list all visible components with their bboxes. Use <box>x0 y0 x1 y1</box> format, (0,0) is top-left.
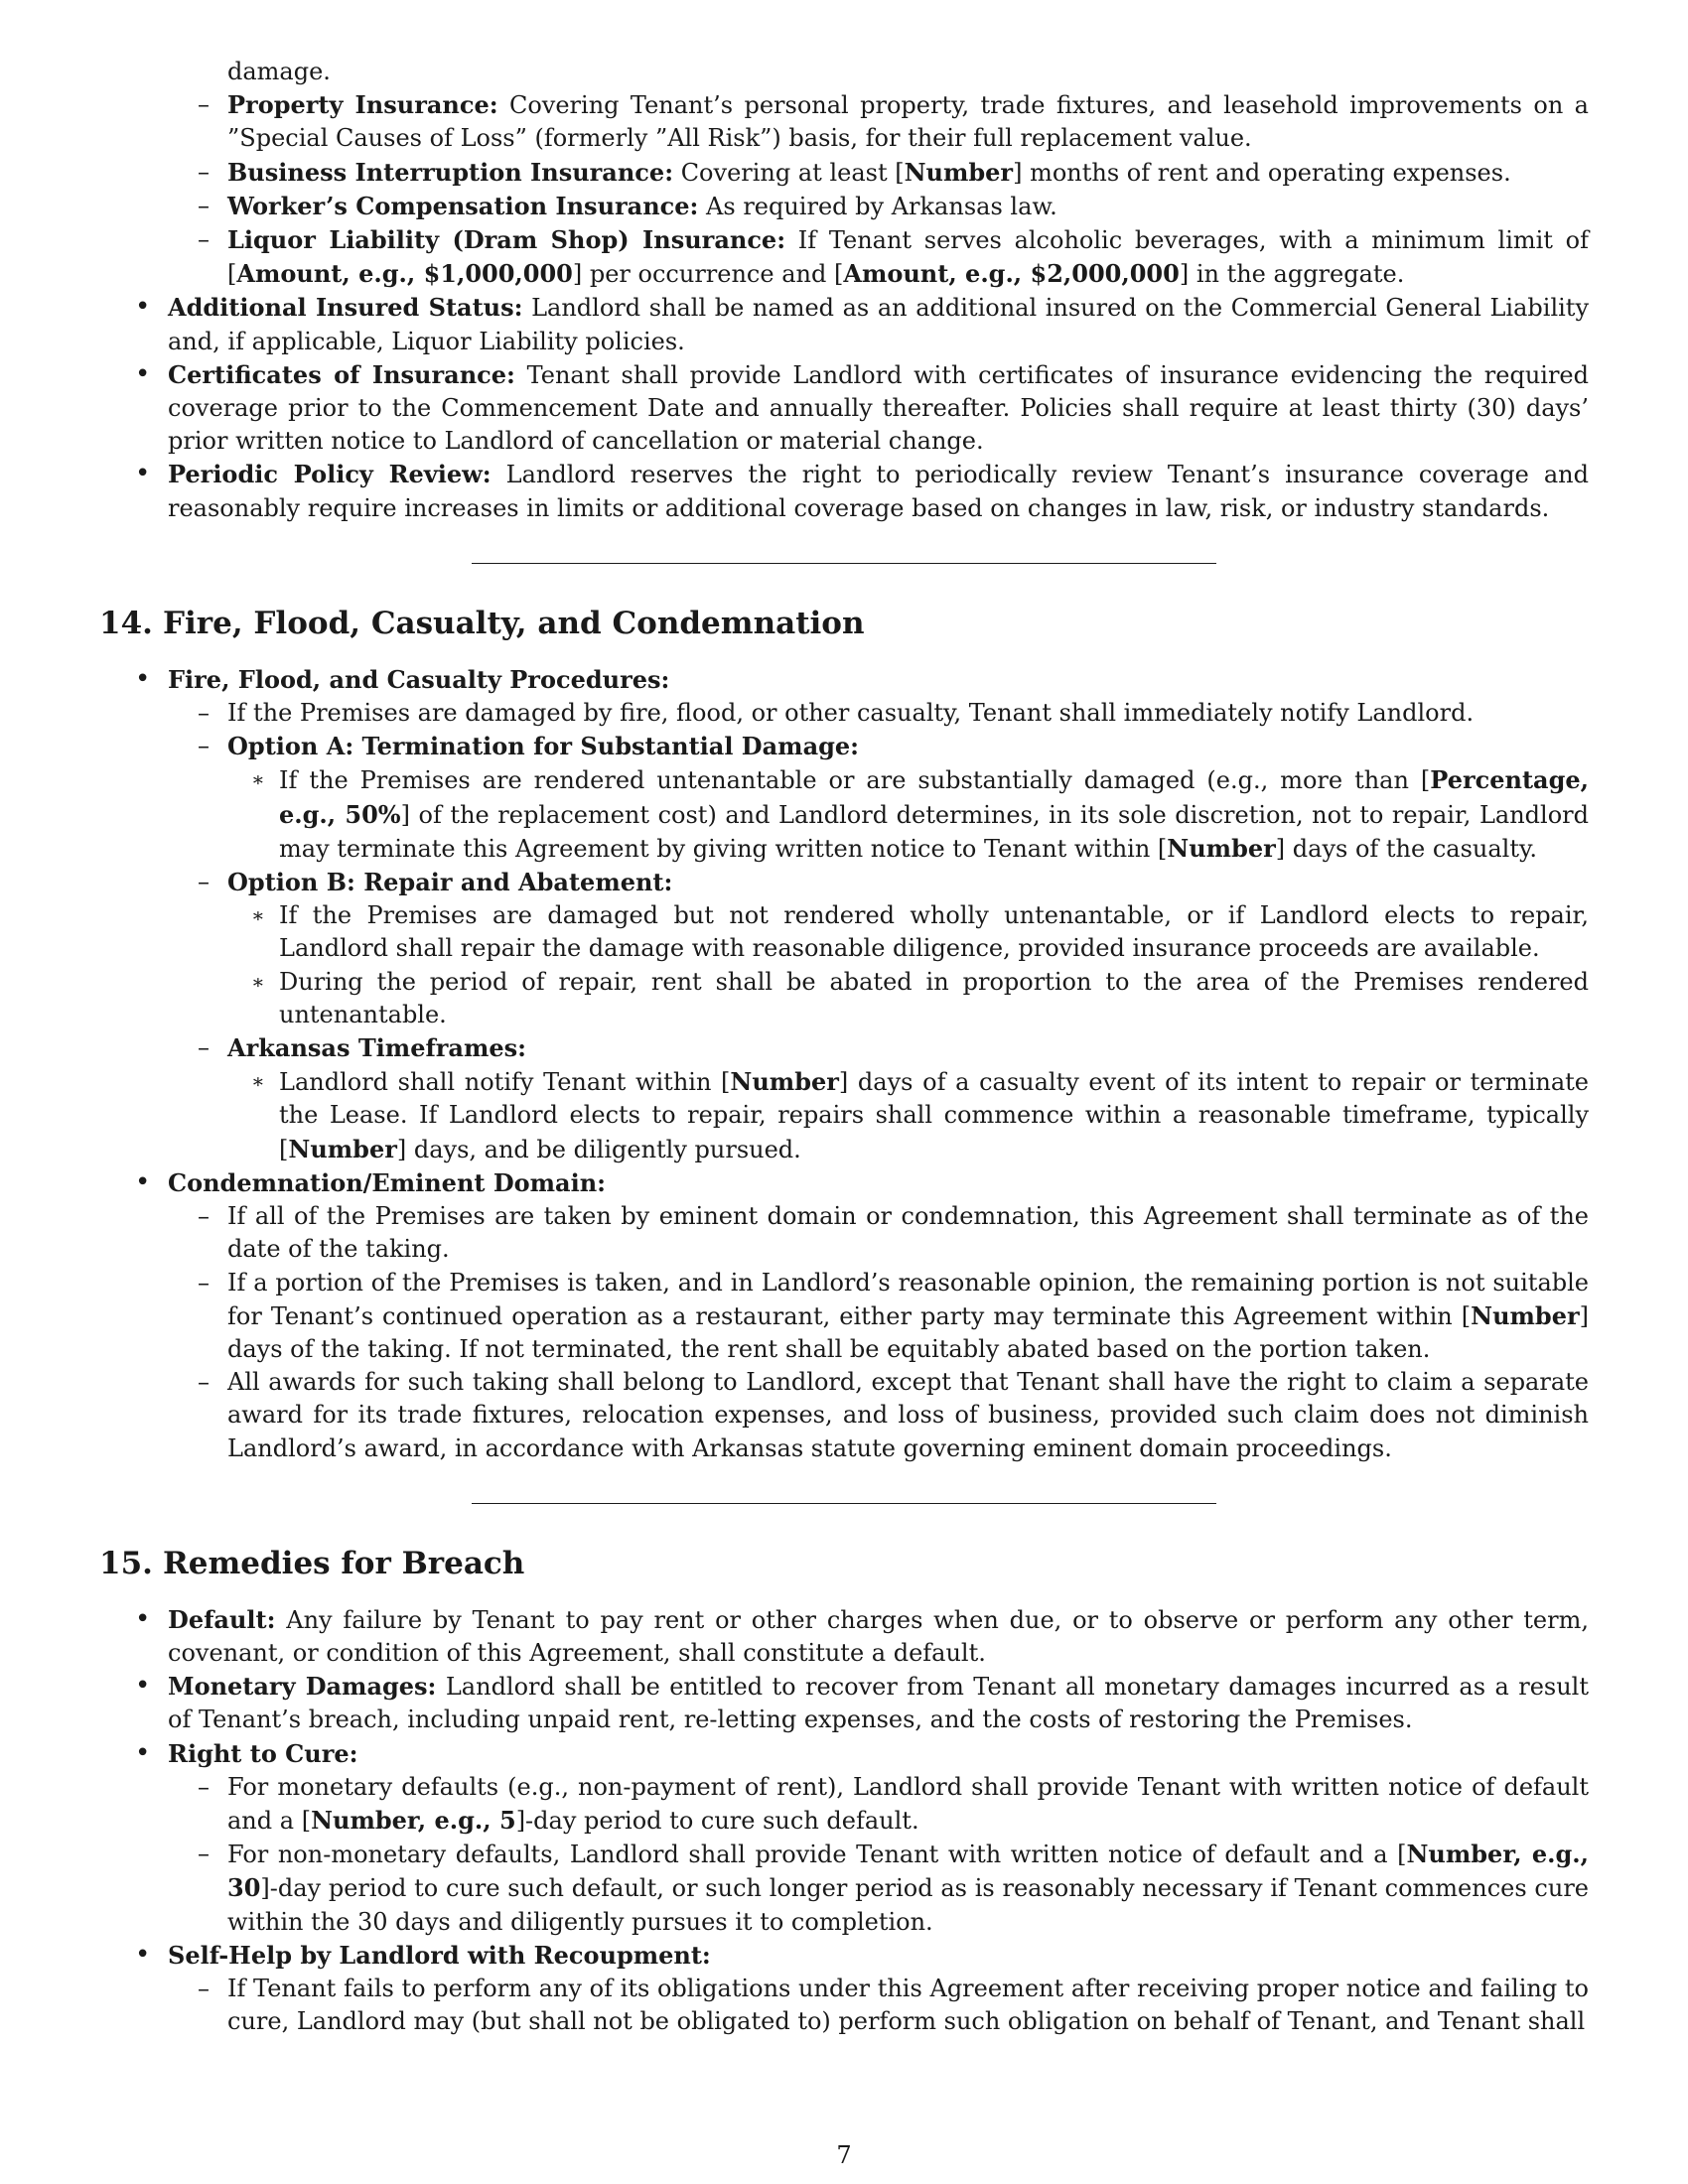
item-text: Covering at least [ <box>673 158 905 187</box>
sub-item-arkansas-timeframes <box>99 1031 1589 1065</box>
bullet-label: Monetary Damages: <box>168 1672 437 1702</box>
item-label: Option B: Repair and Abatement: <box>227 868 673 897</box>
star-marker: ∗ <box>251 969 265 994</box>
item-text: ] in the aggregate. <box>1179 260 1405 289</box>
sub-item-notify <box>99 697 1589 730</box>
item-text: ] months of rent and operating expenses. <box>1013 158 1511 187</box>
sub-sub-item-abatement <box>99 966 1589 1031</box>
item-text: If all of the Premises are taken by eminent domain or condemnation, this Agreement shall terminate as of the date of the taking. <box>227 1202 1589 1264</box>
item-text: If the Premises are damaged but not rendered wholly untenantable, or if Landlord elects to repair, Landlord shall repair the damage with reasonable diligence, provided insurance proceeds are available. <box>279 901 1589 963</box>
dash-marker: – <box>198 191 210 219</box>
bullet-text: Landlord shall be entitled to recover from Tenant all monetary damages incurred as a result of Tenant’s breach, including unpaid rent, re-letting expenses, and the costs of restoring the Premises. <box>168 1673 1589 1734</box>
sub-item-partial-taking <box>99 1267 1589 1367</box>
bullet-periodic-review <box>99 458 1589 524</box>
item-text: ] per occurrence and [ <box>572 260 844 289</box>
dash-marker: – <box>198 1840 210 1868</box>
dash-marker: – <box>198 732 210 760</box>
bullet-label: Default: <box>168 1604 276 1634</box>
bullet-additional-insured <box>99 291 1589 357</box>
sub-item-option-a <box>99 730 1589 763</box>
item-text: ]-day period to cure such default, or such longer period as is reasonably necessary if Tenant commences cure within the 30 days and diligently pursues it to completion. <box>227 1874 1589 1936</box>
item-text: ] days of a casualty event of its intent to repair or terminate the Lease. If Landlord elects to repair, repairs shall commence within a reasonable timeframe, typically [ <box>279 1068 1589 1163</box>
placeholder-field: Number <box>288 1134 397 1163</box>
sub-item-full-taking <box>99 1200 1589 1266</box>
page-number: 7 <box>836 2141 852 2169</box>
item-label: Liquor Liability (Dram Shop) Insurance: <box>227 225 786 255</box>
item-label: Arkansas Timeframes: <box>227 1033 527 1063</box>
sub-item-option-b <box>99 866 1589 899</box>
dash-marker: – <box>198 1033 210 1062</box>
continuation-text <box>99 56 1589 88</box>
bullet-text: Tenant shall provide Landlord with certificates of insurance evidencing the required coverage prior to the Commencement Date and annually thereafter. Policies shall require at least thirty (30) days’ prior written notice to Landlord of cancellation or material change. <box>168 360 1590 456</box>
placeholder-field: Number <box>730 1067 839 1097</box>
section-title: Remedies for Breach <box>163 1545 525 1581</box>
bullet-right-to-cure <box>99 1737 1589 1771</box>
item-label: Worker’s Compensation Insurance: <box>227 191 699 220</box>
bullet-marker: • <box>135 292 151 323</box>
item-label: Option A: Termination for Substantial Damage: <box>227 732 860 761</box>
dash-marker: – <box>198 699 210 728</box>
bullet-marker: • <box>135 459 151 489</box>
item-text: ]-day period to cure such default. <box>515 1806 919 1835</box>
bullet-label: Fire, Flood, and Casualty Procedures: <box>168 664 670 694</box>
item-text: If Tenant fails to perform any of its obligations under this Agreement after receiving proper notice and failing to cure, Landlord may (but shall not be obligated to) perform such obligation on behalf of Tenant, and Tenant shall <box>227 1974 1589 2036</box>
sub-item-awards <box>99 1366 1589 1465</box>
item-text: As required by Arkansas law. <box>698 192 1057 220</box>
dash-marker: – <box>198 90 210 119</box>
dash-marker: – <box>198 1202 210 1231</box>
item-text: ] days of the casualty. <box>1275 834 1537 863</box>
dash-marker: – <box>198 1268 210 1297</box>
item-text: For non-monetary defaults, Landlord shall provide Tenant with written notice of default and a [ <box>227 1841 1407 1869</box>
star-marker: ∗ <box>251 767 265 792</box>
section-number: 14. <box>99 605 153 641</box>
bullet-self-help <box>99 1939 1589 1973</box>
item-text: If the Premises are damaged by fire, flood, or other casualty, Tenant shall immediately notify Landlord. <box>227 699 1475 728</box>
placeholder-field: Amount, e.g., $2,000,000 <box>843 259 1180 289</box>
section-number: 15. <box>99 1545 153 1581</box>
item-text: If a portion of the Premises is taken, and in Landlord’s reasonable opinion, the remaining portion is not suitable for Tenant’s continued operation as a restaurant, either party may terminate this Agreement within [ <box>227 1268 1589 1330</box>
bullet-certificates <box>99 358 1589 459</box>
item-text: If the Premises are rendered untenantable or are substantially damaged (e.g., more than [ <box>279 766 1431 795</box>
bullet-label: Right to Cure: <box>168 1738 358 1768</box>
section-15-heading <box>99 1544 1589 1583</box>
star-marker: ∗ <box>251 903 265 928</box>
document-page <box>99 56 1589 2038</box>
continuation-word: damage. <box>227 58 331 85</box>
item-text: ] days, and be diligently pursued. <box>396 1135 801 1163</box>
star-marker: ∗ <box>251 1069 265 1094</box>
bullet-label: Periodic Policy Review: <box>168 460 492 489</box>
bullet-label: Additional Insured Status: <box>168 293 523 323</box>
sub-sub-item-repair <box>99 899 1589 965</box>
sub-item-self-help-performance <box>99 1973 1589 2038</box>
bullet-marker: • <box>135 1737 151 1768</box>
dash-marker: – <box>198 1974 210 2002</box>
coverage-item-property <box>99 88 1589 155</box>
placeholder-field: Number, e.g., 5 <box>311 1805 516 1835</box>
sub-sub-item-notify-timeframe <box>99 1065 1589 1166</box>
placeholder-field: Percentage, e.g., 50% <box>279 765 1589 829</box>
bullet-marker: • <box>135 1603 151 1634</box>
bullet-text: Landlord reserves the right to periodically review Tenant’s insurance coverage and reasonably require increases in limits or additional coverage based on changes in law, risk, or industry standards. <box>168 461 1589 522</box>
item-text: During the period of repair, rent shall be abated in proportion to the area of the Premises rendered untenantable. <box>279 967 1589 1028</box>
section-14-heading <box>99 604 1589 643</box>
placeholder-field: Amount, e.g., $1,000,000 <box>236 259 573 289</box>
dash-marker: – <box>198 225 210 254</box>
sub-item-monetary-defaults <box>99 1771 1589 1838</box>
bullet-label: Condemnation/Eminent Domain: <box>168 1167 607 1197</box>
bullet-marker: • <box>135 1671 151 1702</box>
item-text: If Tenant serves alcoholic beverages, with a minimum limit of [ <box>227 226 1589 289</box>
coverage-item-liquor-liability <box>99 223 1589 291</box>
bullet-monetary-damages <box>99 1670 1589 1736</box>
item-text: ] of the replacement cost) and Landlord determines, in its sole discretion, not to repair, Landlord may terminate this Agreement by giving written notice to Tenant within [ <box>279 800 1589 863</box>
bullet-condemnation <box>99 1166 1589 1200</box>
dash-marker: – <box>198 157 210 186</box>
item-text: Landlord shall notify Tenant within [ <box>279 1068 731 1097</box>
coverage-item-workers-comp <box>99 190 1589 223</box>
item-label: Property Insurance: <box>227 90 498 120</box>
coverage-item-business-interruption <box>99 156 1589 190</box>
bullet-default <box>99 1603 1589 1670</box>
bullet-text: Any failure by Tenant to pay rent or other charges when due, or to observe or perform any other term, covenant, or condition of this Agreement, shall constitute a default. <box>168 1605 1589 1667</box>
placeholder-field: Number, e.g., 30 <box>227 1840 1589 1903</box>
item-text: For monetary defaults (e.g., non-payment of rent), Landlord shall provide Tenant with written notice of default and a [ <box>227 1772 1589 1835</box>
item-text: Covering Tenant’s personal property, trade fixtures, and leasehold improvements on a ”Special Causes of Loss” (formerly ”All Risk”) basis, for their full replacement value. <box>227 91 1589 153</box>
bullet-marker: • <box>135 1939 151 1970</box>
item-text: All awards for such taking shall belong to Landlord, except that Tenant shall have the right to claim a separate award for its trade fixtures, relocation expenses, and loss of business, provided such claim does not diminish Landlord’s award, in accordance with Arkansas statute governing eminent domain proceedings. <box>227 1368 1589 1462</box>
bullet-marker: • <box>135 358 151 389</box>
bullet-marker: • <box>135 663 151 694</box>
bullet-label: Self-Help by Landlord with Recoupment: <box>168 1940 711 1970</box>
dash-marker: – <box>198 1772 210 1801</box>
sub-item-non-monetary-defaults <box>99 1838 1589 1939</box>
bullet-text: Landlord shall be named as an additional insured on the Commercial General Liability and, if applicable, Liquor Liability policies. <box>168 294 1590 355</box>
section-divider <box>472 563 1216 564</box>
section-divider <box>472 1503 1216 1504</box>
placeholder-field: Number <box>1471 1300 1580 1330</box>
dash-marker: – <box>198 868 210 896</box>
bullet-fire-flood-casualty <box>99 663 1589 697</box>
section-title: Fire, Flood, Casualty, and Condemnation <box>163 605 865 641</box>
item-text: ] days of the taking. If not terminated, the rent shall be equitably abated based on the portion taken. <box>227 1301 1589 1363</box>
placeholder-field: Number <box>1167 833 1276 863</box>
dash-marker: – <box>198 1368 210 1397</box>
bullet-marker: • <box>135 1166 151 1197</box>
placeholder-field: Number <box>904 157 1014 187</box>
item-label: Business Interruption Insurance: <box>227 157 674 187</box>
sub-sub-item-termination <box>99 763 1589 866</box>
bullet-label: Certificates of Insurance: <box>168 359 515 389</box>
